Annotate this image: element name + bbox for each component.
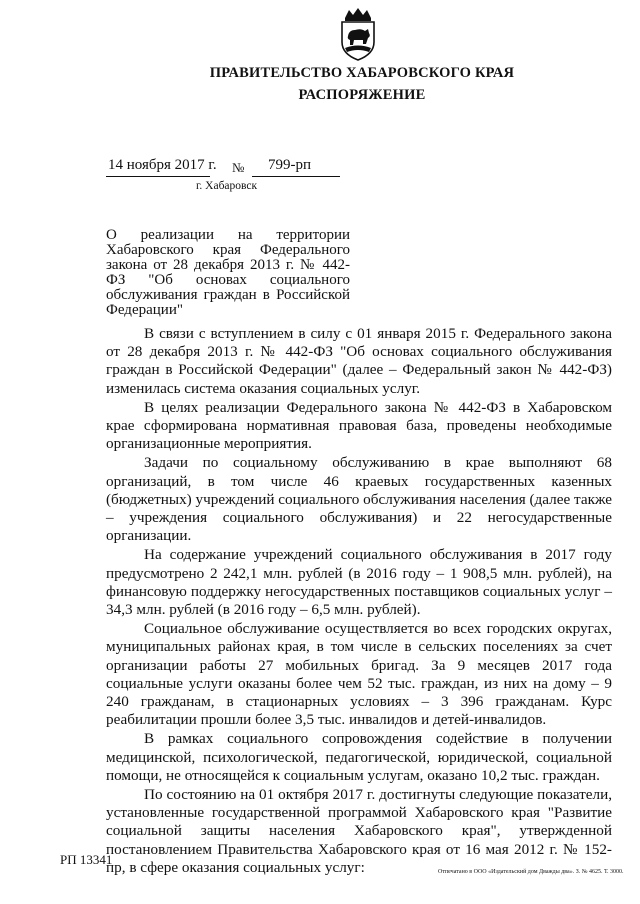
document-date: 14 ноября 2017 г. [108, 157, 217, 173]
date-underline [106, 176, 210, 177]
document-body [106, 325, 612, 878]
body-paragraph: В рамках социального сопровождения содействие в получении медицинской, психологической, педагогической, юридической, социальной помощи, не относящейся к социальным услугам, оказано 10,2 тыс. граждан. [106, 730, 612, 784]
document-type: РАСПОРЯЖЕНИЕ [298, 87, 426, 103]
coat-of-arms-icon [335, 6, 381, 62]
number-underline [252, 176, 340, 177]
number-sign: № [232, 160, 245, 175]
document-subject: О реализации на территории Хабаровского края Федерального закона от 28 декабря 2013 г. № 442-ФЗ "Об основах социального обслуживания граждан в Российской Федерации" [106, 227, 350, 318]
print-note: Отпечатано в ООО «Издательский дом Дважды два». З. № 4625. Т. 3000. [438, 869, 624, 875]
body-paragraph: В связи с вступлением в силу с 01 января 2015 г. Федерального закона от 28 декабря 2013 г. № 442-ФЗ "Об основах социального обслуживания граждан в Российской Федерации" (далее – Федеральный закон № 442-ФЗ) изменилась система оказания социальных услуг. [106, 325, 612, 397]
body-paragraph: По состоянию на 01 октября 2017 г. достигнуты следующие показатели, установленные государственной программой Хабаровского края "Развитие социальной защиты населения Хабаровского края", утвержденной постановлением Правительства Хабаровского края от 16 мая 2012 г. № 152-пр, в сфере оказания социальных услуг: [106, 786, 612, 876]
body-paragraph: Социальное обслуживание осуществляется во всех городских округах, муниципальных районах края, в том числе в сельских поселениях за счет организации работы 27 мобильных бригад. За 9 месяцев 2017 года социальные услуги оказаны более чем 52 тыс. граждан, из них на дому – 9 240 гражданам, в стационарных условиях – 3 396 гражданам. Курс реабилитации прошли более 3,5 тыс. инвалидов и детей-инвалидов. [106, 620, 612, 729]
body-paragraph: В целях реализации Федерального закона № 442-ФЗ в Хабаровском крае сформирована нормативная правовая база, проведены необходимые организационные мероприятия. [106, 398, 612, 453]
document-code: РП 13341 [60, 852, 113, 867]
document-city: г. Хабаровск [196, 180, 258, 192]
body-paragraph: Задачи по социальному обслуживанию в крае выполняют 68 организаций, в том числе 46 краевых государственных казенных (бюджетных) учреждений социального обслуживания населения (далее также – учреждения социального обслуживания) и 22 негосударственные организации. [106, 454, 612, 545]
org-title: ПРАВИТЕЛЬСТВО ХАБАРОВСКОГО КРАЯ [209, 65, 515, 81]
document-number: 799-рп [268, 157, 312, 173]
body-paragraph: На содержание учреждений социального обслуживания в 2017 году предусмотрено 2 242,1 млн. рублей (в 2016 году – 1 908,5 млн. рублей), на финансовую поддержку негосударственных поставщиков социальных услуг – 34,3 млн. рублей (в 2016 году – 6,5 млн. рублей). [106, 546, 612, 619]
